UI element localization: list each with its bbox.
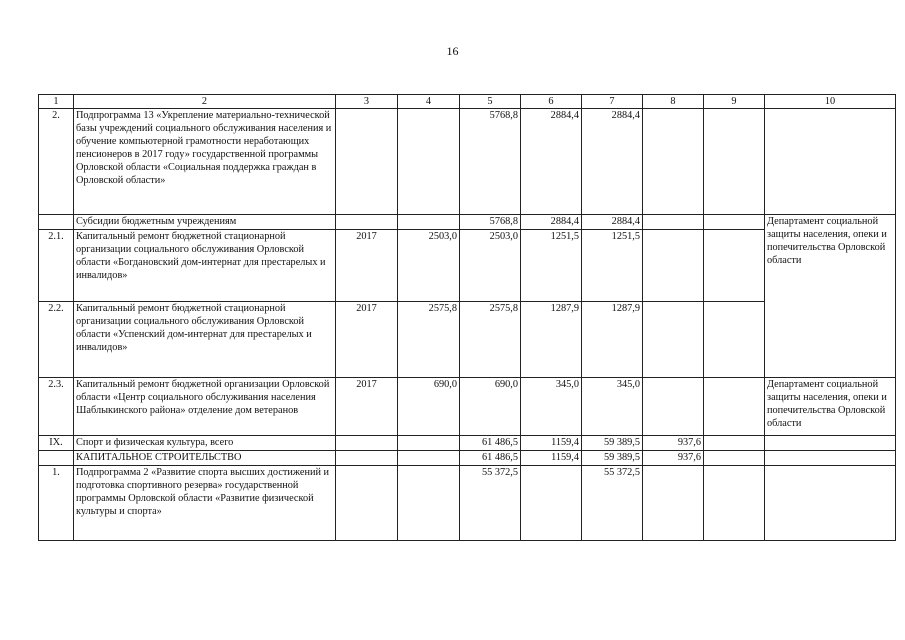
column-header: 4 <box>398 95 460 109</box>
row-other <box>704 436 765 451</box>
row-estimate <box>398 451 460 466</box>
row-other <box>704 215 765 230</box>
row-federal: 1287,9 <box>521 302 582 378</box>
row-number <box>39 451 74 466</box>
row-other <box>704 451 765 466</box>
row-name: Подпрограмма 13 «Укрепление материально-технической базы учреждений социального обслуживания населения и обучение компьютерной грамотности неработающих пенсионеров в 2017 году» государственной программы Орловской области «Социальная поддержка граждан в Орловской области» <box>74 109 336 215</box>
column-header: 6 <box>521 95 582 109</box>
row-regional: 59 389,5 <box>582 436 643 451</box>
row-federal: 2884,4 <box>521 215 582 230</box>
row-regional: 2884,4 <box>582 109 643 215</box>
column-header: 3 <box>336 95 398 109</box>
row-name: Спорт и физическая культура, всего <box>74 436 336 451</box>
row-year <box>336 451 398 466</box>
table-row <box>39 378 896 436</box>
row-number: 2.3. <box>39 378 74 436</box>
row-local <box>643 230 704 302</box>
row-year <box>336 436 398 451</box>
row-total: 61 486,5 <box>460 451 521 466</box>
row-estimate: 690,0 <box>398 378 460 436</box>
row-estimate <box>398 466 460 541</box>
table-row <box>39 466 896 541</box>
row-year <box>336 215 398 230</box>
column-header: 1 <box>39 95 74 109</box>
column-header: 10 <box>765 95 896 109</box>
row-name: КАПИТАЛЬНОЕ СТРОИТЕЛЬСТВО <box>74 451 336 466</box>
row-regional: 345,0 <box>582 378 643 436</box>
row-number: 2.2. <box>39 302 74 378</box>
row-year <box>336 109 398 215</box>
row-regional: 1251,5 <box>582 230 643 302</box>
table-row <box>39 451 896 466</box>
column-header: 5 <box>460 95 521 109</box>
table-row <box>39 436 896 451</box>
row-responsible <box>765 109 896 215</box>
row-local: 937,6 <box>643 451 704 466</box>
row-federal <box>521 466 582 541</box>
row-regional: 55 372,5 <box>582 466 643 541</box>
row-other <box>704 378 765 436</box>
row-number: IX. <box>39 436 74 451</box>
column-header: 7 <box>582 95 643 109</box>
row-responsible <box>765 436 896 451</box>
row-other <box>704 109 765 215</box>
row-federal: 1159,4 <box>521 436 582 451</box>
responsible-department-merged: Департамент социальной защиты населения, опеки и попечительства Орловской области <box>765 215 896 378</box>
row-regional: 2884,4 <box>582 215 643 230</box>
row-name: Субсидии бюджетным учреждениям <box>74 215 336 230</box>
column-header: 2 <box>74 95 336 109</box>
column-number-row <box>39 95 896 109</box>
row-total: 2575,8 <box>460 302 521 378</box>
row-responsible <box>765 466 896 541</box>
row-number: 2. <box>39 109 74 215</box>
row-total: 5768,8 <box>460 109 521 215</box>
row-federal: 345,0 <box>521 378 582 436</box>
row-other <box>704 466 765 541</box>
row-local: 937,6 <box>643 436 704 451</box>
row-name: Капитальный ремонт бюджетной стационарной организации социального обслуживания Орловской области «Богдановский дом-интернат для престарелых и инвалидов» <box>74 230 336 302</box>
row-local <box>643 109 704 215</box>
row-federal: 1251,5 <box>521 230 582 302</box>
row-name: Капитальный ремонт бюджетной организации Орловской области «Центр социального обслуживания населения Шаблыкинского района» отделение дом ветеранов <box>74 378 336 436</box>
row-other <box>704 302 765 378</box>
row-responsible <box>765 451 896 466</box>
column-header: 8 <box>643 95 704 109</box>
row-year <box>336 466 398 541</box>
row-estimate: 2575,8 <box>398 302 460 378</box>
row-total: 2503,0 <box>460 230 521 302</box>
row-local <box>643 466 704 541</box>
row-year: 2017 <box>336 302 398 378</box>
row-number <box>39 215 74 230</box>
row-year: 2017 <box>336 230 398 302</box>
column-header: 9 <box>704 95 765 109</box>
row-estimate <box>398 215 460 230</box>
row-responsible: Департамент социальной защиты населения, опеки и попечительства Орловской области <box>765 378 896 436</box>
row-local <box>643 302 704 378</box>
row-federal: 2884,4 <box>521 109 582 215</box>
row-estimate <box>398 109 460 215</box>
row-name: Капитальный ремонт бюджетной стационарной организации социального обслуживания Орловской области «Успенский дом-интернат для престарелых и инвалидов» <box>74 302 336 378</box>
row-local <box>643 378 704 436</box>
page-number: 16 <box>446 44 459 58</box>
row-number: 1. <box>39 466 74 541</box>
row-number: 2.1. <box>39 230 74 302</box>
row-total: 61 486,5 <box>460 436 521 451</box>
row-other <box>704 230 765 302</box>
row-federal: 1159,4 <box>521 451 582 466</box>
row-regional: 59 389,5 <box>582 451 643 466</box>
row-estimate: 2503,0 <box>398 230 460 302</box>
row-local <box>643 215 704 230</box>
row-year: 2017 <box>336 378 398 436</box>
table-row <box>39 215 896 230</box>
row-name: Подпрограмма 2 «Развитие спорта высших достижений и подготовка спортивного резерва» государственной программы Орловской области «Развитие физической культуры и спорта» <box>74 466 336 541</box>
row-estimate <box>398 436 460 451</box>
row-total: 690,0 <box>460 378 521 436</box>
row-total: 5768,8 <box>460 215 521 230</box>
row-regional: 1287,9 <box>582 302 643 378</box>
row-total: 55 372,5 <box>460 466 521 541</box>
table-row <box>39 109 896 215</box>
budget-table <box>38 94 896 541</box>
